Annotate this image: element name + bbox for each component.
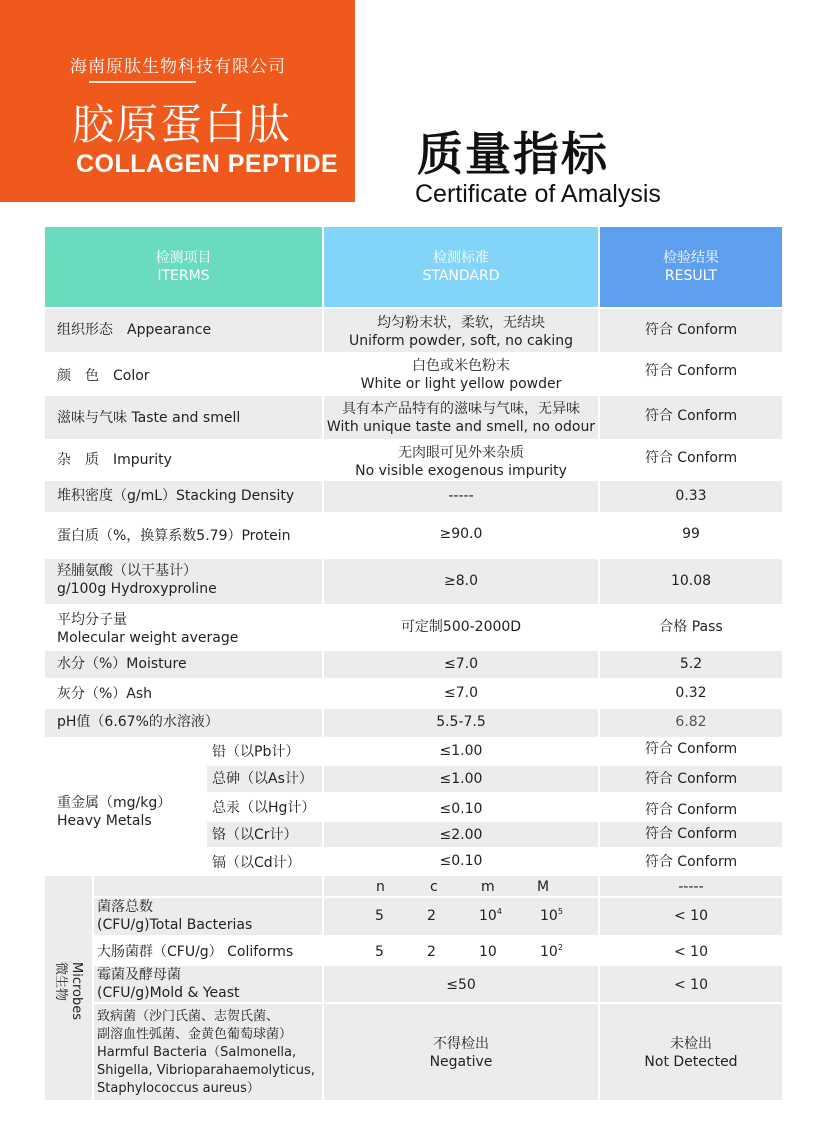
standard-ph: 5.5-7.5 xyxy=(436,714,486,730)
standard-protein: ≥90.0 xyxy=(439,526,483,542)
item-hydroxyproline-en: g/100g Hydroxyproline xyxy=(57,581,217,597)
coliforms-M-exponent: 2 xyxy=(557,943,563,952)
item-total-bacteria-cn: 菌落总数 xyxy=(97,899,153,915)
result-total-bacteria: < 10 xyxy=(674,908,708,924)
plan-header-M: M xyxy=(537,879,550,895)
result-taste: 符合 Conform xyxy=(644,408,738,424)
item-hydroxyproline-cn: 羟脯氨酸（以干基计） xyxy=(57,563,197,579)
standard-ash: ≤7.0 xyxy=(444,685,478,701)
item-pathogens-l5: Staphylococcus aureus） xyxy=(97,1081,260,1096)
result-appearance: 符合 Conform xyxy=(644,322,738,338)
result-chromium: 符合 Conform xyxy=(644,826,738,842)
result-lead: 符合 Conform xyxy=(644,741,738,757)
microbes-label-en: Microbes xyxy=(69,962,84,1021)
result-moisture: 5.2 xyxy=(679,656,703,672)
standard-mercury: ≤0.10 xyxy=(439,801,483,817)
result-mercury: 符合 Conform xyxy=(644,802,738,818)
result-protein: 99 xyxy=(682,526,700,542)
standard-color-en: White or light yellow powder xyxy=(360,376,562,392)
result-molecular-weight: 合格 Pass xyxy=(659,619,723,635)
standard-impurity-en: No visible exogenous impurity xyxy=(355,463,567,479)
standard-taste-en: With unique taste and smell, no odour xyxy=(326,419,596,435)
result-impurity: 符合 Conform xyxy=(644,450,738,466)
microbes-label-cn: 微生物 xyxy=(53,962,68,1002)
document-title-en: Certificate of Amalysis xyxy=(415,180,661,208)
column-header-standard-en: STANDARD xyxy=(422,268,500,284)
product-name-en: COLLAGEN PEPTIDE xyxy=(76,150,339,178)
total-bacteria-M-base: 10 xyxy=(540,908,558,924)
metal-lead: 铅（以Pb计） xyxy=(212,744,300,760)
plan-header-m: m xyxy=(481,879,495,895)
coliforms-M-base: 10 xyxy=(540,944,558,960)
column-divider xyxy=(92,876,94,1100)
column-header-items-en: ITERMS xyxy=(157,268,210,284)
total-bacteria-m-base: 10 xyxy=(479,908,497,924)
standard-pathogens-en: Negative xyxy=(429,1054,493,1070)
standard-moisture: ≤7.0 xyxy=(444,656,478,672)
result-pathogens-en: Not Detected xyxy=(644,1054,738,1070)
item-taste-smell: 滋味与气味 Taste and smell xyxy=(57,410,241,426)
item-impurity: 杂 质 Impurity xyxy=(57,452,172,468)
column-header-result xyxy=(600,227,782,307)
result-color: 符合 Conform xyxy=(644,363,738,379)
item-ash: 灰分（%）Ash xyxy=(57,686,153,702)
standard-cadmium: ≤0.10 xyxy=(439,853,483,869)
item-pathogens-l2: 副溶血性弧菌、金黄色葡萄球菌） xyxy=(97,1027,293,1042)
result-arsenic: 符合 Conform xyxy=(644,771,738,787)
result-hydroxyproline: 10.08 xyxy=(670,573,712,589)
result-ash: 0.32 xyxy=(675,685,707,701)
result-density: 0.33 xyxy=(675,488,707,504)
column-header-standard-cn: 检测标准 xyxy=(433,250,489,266)
item-stacking-density: 堆积密度（g/mL）Stacking Density xyxy=(57,488,295,504)
metal-mercury: 总汞（以Hg计） xyxy=(212,800,316,816)
company-name: 海南原肽生物科技有限公司 xyxy=(70,57,286,77)
item-pathogens-l1: 致病菌（沙门氏菌、志贺氏菌、 xyxy=(97,1009,280,1024)
product-name-cn: 胶原蛋白肽 xyxy=(72,100,293,149)
total-bacteria-c: 2 xyxy=(427,908,436,924)
standard-color-cn: 白色或米色粉末 xyxy=(412,358,510,374)
standard-pathogens-cn: 不得检出 xyxy=(433,1036,489,1052)
plan-header-c: c xyxy=(430,879,438,895)
column-header-standard xyxy=(324,227,598,307)
total-bacteria-m xyxy=(479,908,502,926)
item-molecular-weight-cn: 平均分子量 xyxy=(57,612,127,628)
item-color: 颜 色 Color xyxy=(57,368,150,384)
standard-lead: ≤1.00 xyxy=(439,743,483,759)
metal-arsenic: 总砷（以As计） xyxy=(212,771,313,787)
metal-cadmium: 镉（以Cd计） xyxy=(212,855,301,871)
heavy-metals-label-en: Heavy Metals xyxy=(57,813,152,829)
column-header-items-cn: 检测项目 xyxy=(155,250,212,266)
plan-header-n: n xyxy=(376,879,385,895)
item-pathogens-l4: Shigella, Vibrioparahaemolyticus, xyxy=(97,1063,315,1078)
heavy-metals-label-cn: 重金属（mg/kg） xyxy=(57,795,172,811)
coliforms-M xyxy=(540,944,563,962)
standard-appearance-en: Uniform powder, soft, no caking xyxy=(348,333,573,349)
plan-header-result: ----- xyxy=(678,879,704,895)
item-mold-yeast-cn: 霉菌及酵母菌 xyxy=(97,967,181,983)
column-header-result-cn: 检验结果 xyxy=(663,250,719,266)
column-divider xyxy=(205,739,207,874)
item-protein: 蛋白质（%，换算系数5.79）Protein xyxy=(57,528,291,544)
result-cadmium: 符合 Conform xyxy=(644,854,738,870)
total-bacteria-M-exponent: 5 xyxy=(557,907,563,916)
result-coliforms: < 10 xyxy=(674,944,708,960)
total-bacteria-m-exponent: 4 xyxy=(496,907,502,916)
item-total-bacteria-en: (CFU/g)Total Bacterias xyxy=(97,917,253,933)
standard-density: ----- xyxy=(448,488,474,504)
banner-divider xyxy=(89,81,196,83)
brand-banner xyxy=(0,0,355,202)
item-appearance: 组织形态 Appearance xyxy=(57,322,212,338)
result-ph: 6.82 xyxy=(675,714,707,730)
coliforms-n: 5 xyxy=(375,944,384,960)
metal-chromium: 铬（以Cr计） xyxy=(212,827,298,843)
coliforms-m: 10 xyxy=(479,944,497,960)
result-mold-yeast: < 10 xyxy=(674,977,708,993)
standard-molecular-weight: 可定制500-2000D xyxy=(400,619,522,635)
column-header-result-en: RESULT xyxy=(664,268,718,284)
standard-chromium: ≤2.00 xyxy=(439,827,483,843)
item-pathogens-l3: Harmful Bacteria（Salmonella, xyxy=(97,1045,297,1060)
column-header-items xyxy=(45,227,322,307)
item-mold-yeast-en: (CFU/g)Mold & Yeast xyxy=(97,985,240,1001)
coliforms-c: 2 xyxy=(427,944,436,960)
standard-hydroxyproline: ≥8.0 xyxy=(444,573,478,589)
item-moisture: 水分（%）Moisture xyxy=(57,656,187,672)
standard-appearance-cn: 均匀粉末状，柔软，无结块 xyxy=(377,315,545,331)
standard-mold-yeast: ≤50 xyxy=(446,977,476,993)
document-title-cn: 质量指标 xyxy=(417,127,609,181)
result-pathogens-cn: 未检出 xyxy=(670,1036,712,1052)
standard-impurity-cn: 无肉眼可见外来杂质 xyxy=(398,445,524,461)
standard-arsenic: ≤1.00 xyxy=(439,771,483,787)
standard-taste-cn: 具有本产品特有的滋味与气味，无异味 xyxy=(342,401,580,417)
item-coliforms: 大肠菌群（CFU/g） Coliforms xyxy=(97,944,294,960)
total-bacteria-n: 5 xyxy=(375,908,384,924)
item-ph: pH值（6.67%的水溶液） xyxy=(57,714,219,730)
total-bacteria-M xyxy=(540,908,563,926)
item-molecular-weight-en: Molecular weight average xyxy=(57,630,239,646)
